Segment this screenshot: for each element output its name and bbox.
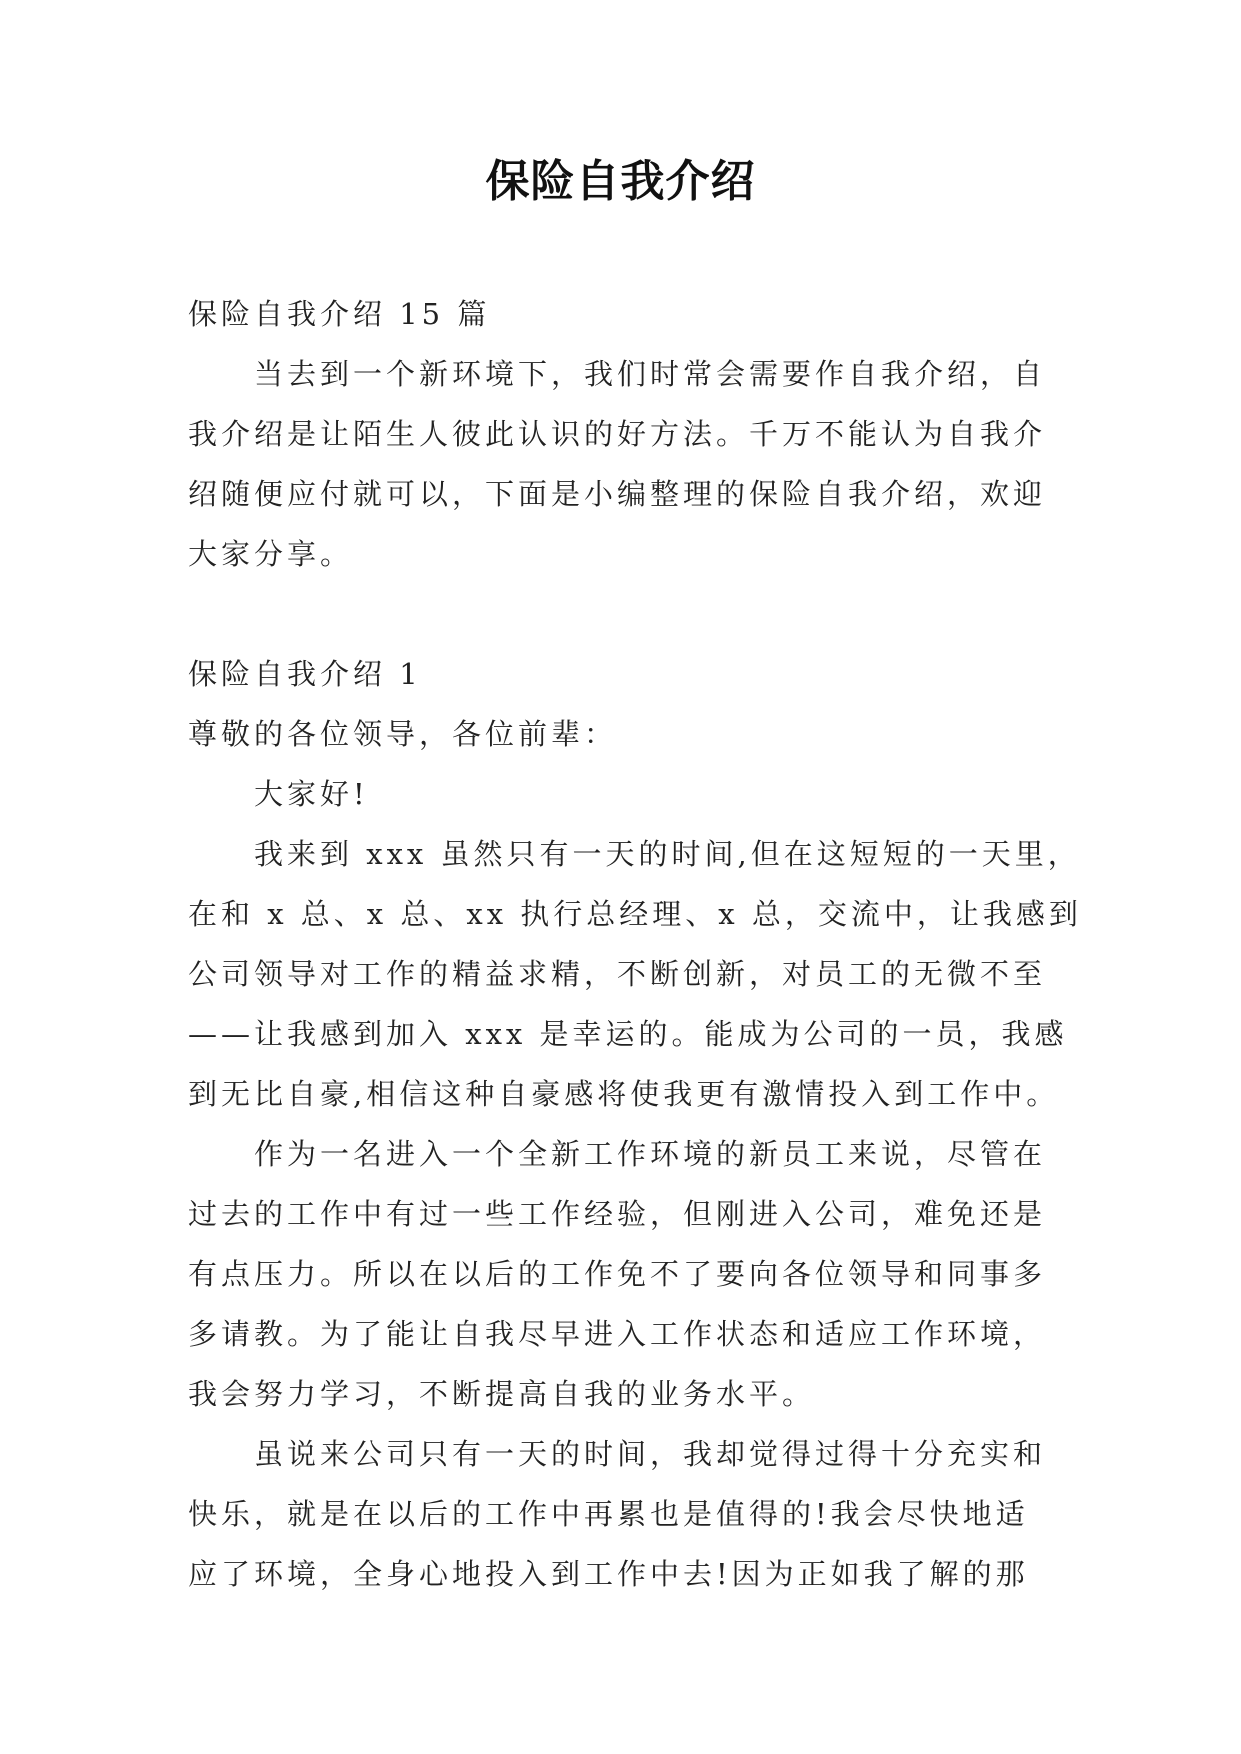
text-line: 我来到 xxx 虽然只有一天的时间,但在这短短的一天里， bbox=[254, 837, 1081, 871]
text-line: 大家分享。 bbox=[188, 537, 354, 571]
text-line: 当去到一个新环境下，我们时常会需要作自我介绍，自 bbox=[254, 357, 1047, 391]
text-line: 绍随便应付就可以，下面是小编整理的保险自我介绍，欢迎 bbox=[188, 477, 1047, 511]
text-line: 在和 x 总、x 总、xx 执行总经理、x 总，交流中，让我感到 bbox=[188, 897, 1082, 931]
text-line: 过去的工作中有过一些工作经验，但刚进入公司，难免还是 bbox=[188, 1197, 1047, 1231]
text-line: 保险自我介绍 15 篇 bbox=[188, 297, 491, 331]
text-line: 我会努力学习，不断提高自我的业务水平。 bbox=[188, 1377, 816, 1411]
page-title: 保险自我介绍 bbox=[485, 156, 756, 207]
text-line: 快乐，就是在以后的工作中再累也是值得的!我会尽快地适 bbox=[188, 1497, 1029, 1531]
text-line: 保险自我介绍 1 bbox=[188, 657, 422, 691]
text-line: 公司领导对工作的精益求精，不断创新，对员工的无微不至 bbox=[188, 957, 1047, 991]
document-body bbox=[188, 284, 1082, 1604]
text-line: 虽说来公司只有一天的时间，我却觉得过得十分充实和 bbox=[254, 1437, 1047, 1471]
text-line: 多请教。为了能让自我尽早进入工作状态和适应工作环境， bbox=[188, 1317, 1047, 1351]
text-line: 尊敬的各位领导，各位前辈： bbox=[188, 717, 618, 751]
text-line: ——让我感到加入 xxx 是幸运的。能成为公司的一员，我感 bbox=[188, 1017, 1068, 1051]
text-line: 应了环境，全身心地投入到工作中去!因为正如我了解的那 bbox=[188, 1557, 1029, 1591]
text-line: 到无比自豪,相信这种自豪感将使我更有激情投入到工作中。 bbox=[188, 1077, 1060, 1111]
text-line: 作为一名进入一个全新工作环境的新员工来说，尽管在 bbox=[254, 1137, 1047, 1171]
blank-line bbox=[188, 584, 1053, 644]
text-line: 大家好! bbox=[254, 777, 369, 811]
text-line: 有点压力。所以在以后的工作免不了要向各位领导和同事多 bbox=[188, 1257, 1047, 1291]
text-line: 我介绍是让陌生人彼此认识的好方法。千万不能认为自我介 bbox=[188, 417, 1047, 451]
